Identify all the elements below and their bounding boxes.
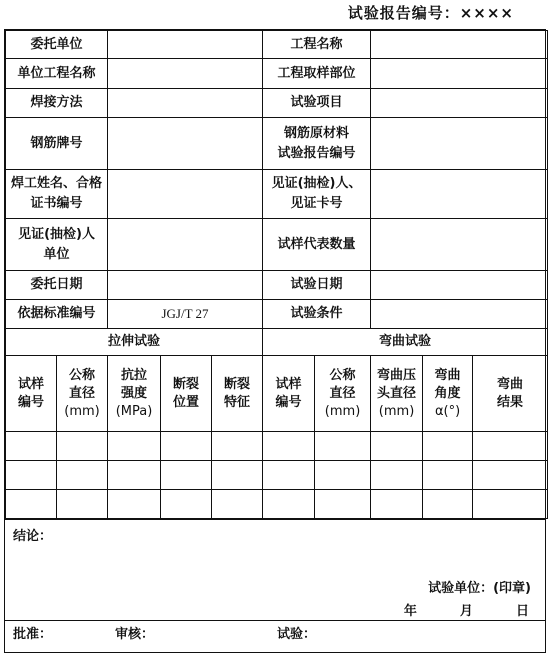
welder-cert-line-1: 焊工姓名、合格 (11, 176, 103, 191)
witness-unit-label (6, 219, 108, 271)
header-line: 强度 (121, 385, 148, 401)
header-unit: (mm) (64, 403, 100, 419)
project-name-field[interactable] (371, 31, 548, 59)
table-row (6, 490, 548, 519)
table-row (6, 432, 548, 461)
fracture-feature-header (212, 356, 263, 432)
witness-unit-field[interactable] (108, 219, 263, 271)
data-cell[interactable] (473, 490, 548, 519)
header-line: 断裂 (173, 376, 200, 392)
header-line: 特征 (224, 394, 251, 410)
welding-method-label: 焊接方法 (6, 89, 108, 118)
bend-angle-header (423, 356, 473, 432)
data-cell[interactable] (161, 432, 212, 461)
header-unit: (mm) (378, 403, 415, 419)
data-cell[interactable] (263, 490, 315, 519)
data-cell[interactable] (57, 490, 108, 519)
test-date-label: 试验日期 (263, 271, 371, 300)
header-line: 试样 (17, 376, 44, 392)
data-cell[interactable] (212, 490, 263, 519)
header-line: 直径 (69, 385, 96, 401)
report-number-label: 试验报告编号：×××× (347, 4, 514, 22)
header-line: 编号 (17, 394, 44, 410)
data-cell[interactable] (57, 432, 108, 461)
data-cell[interactable] (6, 490, 57, 519)
data-cell[interactable] (371, 461, 423, 490)
header-line: 弯曲 (497, 376, 524, 392)
data-cell[interactable] (108, 461, 161, 490)
standard-label: 依据标准编号 (6, 300, 108, 329)
client-unit-field[interactable] (108, 31, 263, 59)
header-line: 抗拉 (121, 367, 148, 383)
review-label: 审核： (115, 627, 155, 642)
data-cell[interactable] (315, 490, 371, 519)
rebar-grade-label: 钢筋牌号 (6, 118, 108, 170)
bending-nominal-dia-header (315, 356, 371, 432)
conclusion-section (5, 519, 545, 641)
unit-project-name-label: 单位工程名称 (6, 59, 108, 89)
test-unit-seal-label: 试验单位：(印章) (428, 581, 531, 596)
test-date-field[interactable] (371, 271, 548, 300)
witness-card-field[interactable] (371, 170, 548, 219)
header-line: 弯曲压 (377, 367, 417, 383)
rebar-report-no-line-1: 钢筋原材料 (284, 125, 350, 141)
data-cell[interactable] (212, 461, 263, 490)
witness-unit-line-2: 单位 (43, 246, 70, 262)
data-cell[interactable] (315, 432, 371, 461)
rebar-report-no-line-2: 试验报告编号 (277, 145, 356, 161)
signature-row (5, 620, 545, 642)
header-line: 头直径 (377, 385, 417, 401)
tensile-strength-header (108, 356, 161, 432)
sampling-location-field[interactable] (371, 59, 548, 89)
header-line: 公称 (329, 367, 356, 383)
sampling-location-label: 工程取样部位 (263, 59, 371, 89)
standard-value: JGJ/T 27 (108, 300, 263, 329)
header-line: 直径 (329, 385, 356, 401)
data-cell[interactable] (473, 432, 548, 461)
witness-unit-line-1: 见证(抽检)人 (18, 226, 95, 242)
header-line: 试样 (275, 376, 302, 392)
header-unit: α(°) (434, 403, 461, 419)
bending-test-title: 弯曲试验 (263, 329, 548, 356)
data-cell[interactable] (423, 432, 473, 461)
test-item-field[interactable] (371, 89, 548, 118)
header-line: 位置 (173, 394, 200, 410)
data-cell[interactable] (263, 432, 315, 461)
data-cell[interactable] (108, 490, 161, 519)
report-info-table (5, 30, 548, 519)
header-line: 编号 (275, 394, 302, 410)
client-unit-label: 委托单位 (6, 31, 108, 59)
sample-count-field[interactable] (371, 219, 548, 271)
header-line: 角度 (434, 385, 461, 401)
data-cell[interactable] (371, 432, 423, 461)
day-label: 日 (515, 604, 529, 619)
mandrel-dia-header (371, 356, 423, 432)
data-cell[interactable] (6, 461, 57, 490)
welder-cert-line-2: 证书编号 (30, 196, 83, 211)
unit-project-name-field[interactable] (108, 59, 263, 89)
entrust-date-label: 委托日期 (6, 271, 108, 300)
data-cell[interactable] (161, 461, 212, 490)
approve-label: 批准： (13, 627, 53, 642)
data-cell[interactable] (423, 461, 473, 490)
data-cell[interactable] (212, 432, 263, 461)
test-signer-label: 试验： (277, 627, 317, 642)
month-label: 月 (459, 604, 473, 619)
data-cell[interactable] (315, 461, 371, 490)
header-unit: (mm) (324, 403, 361, 419)
test-conditions-field[interactable] (371, 300, 548, 329)
header-line: 断裂 (224, 376, 251, 392)
test-conditions-label: 试验条件 (263, 300, 371, 329)
table-row (6, 461, 548, 490)
data-cell[interactable] (473, 461, 548, 490)
data-cell[interactable] (423, 490, 473, 519)
entrust-date-field[interactable] (108, 271, 263, 300)
welder-cert-label (6, 170, 108, 219)
bending-sample-no-header (263, 356, 315, 432)
header-line: 公称 (69, 367, 96, 383)
data-cell[interactable] (57, 461, 108, 490)
header-unit: (MPa) (115, 403, 153, 419)
sample-count-label: 试样代表数量 (263, 219, 371, 271)
rebar-report-no-field[interactable] (371, 118, 548, 170)
witness-card-line-1: 见证(抽检)人、 (271, 176, 362, 191)
date-line (404, 600, 529, 619)
rebar-report-no-label (263, 118, 371, 170)
tensile-sample-no-header (6, 356, 57, 432)
project-name-label: 工程名称 (263, 31, 371, 59)
data-cell[interactable] (6, 432, 57, 461)
data-cell[interactable] (108, 432, 161, 461)
welding-method-field[interactable] (108, 89, 263, 118)
data-cell[interactable] (161, 490, 212, 519)
conclusion-label: 结论： (13, 529, 53, 544)
header-line: 弯曲 (434, 367, 461, 383)
year-label: 年 (403, 604, 417, 619)
header-line: 结果 (497, 394, 524, 410)
bend-result-header (473, 356, 548, 432)
tensile-nominal-dia-header (57, 356, 108, 432)
data-cell[interactable] (263, 461, 315, 490)
welding-test-report-form (4, 29, 546, 653)
data-cell[interactable] (371, 490, 423, 519)
welder-cert-field[interactable] (108, 170, 263, 219)
tensile-test-title: 拉伸试验 (6, 329, 263, 356)
test-item-label: 试验项目 (263, 89, 371, 118)
witness-card-label (263, 170, 371, 219)
rebar-grade-field[interactable] (108, 118, 263, 170)
fracture-position-header (161, 356, 212, 432)
witness-card-line-2: 见证卡号 (290, 196, 343, 211)
